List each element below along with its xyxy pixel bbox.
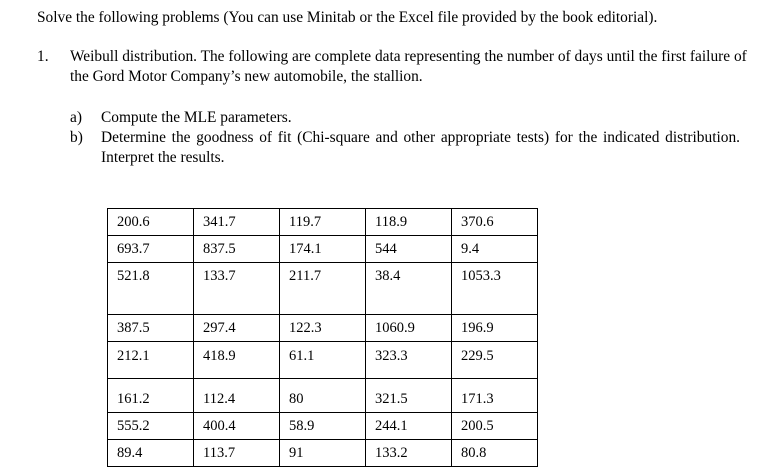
table-cell: 112.4: [194, 379, 280, 413]
table-row: [108, 413, 538, 440]
table-row: [108, 209, 538, 236]
table-cell: 133.2: [366, 440, 452, 467]
table-cell: 80.8: [452, 440, 538, 467]
table-cell: 693.7: [108, 236, 194, 263]
table-cell: 211.7: [280, 263, 366, 315]
problem-statement: Weibull distribution. The following are complete data representing the number of days until the first failure of the Gord Motor Company’s new automobile, the stallion.: [70, 48, 747, 85]
table-cell: 161.2: [108, 379, 194, 413]
table-cell: 229.5: [452, 342, 538, 379]
problem-subitems: [70, 108, 740, 168]
subitem-text: Compute the MLE parameters.: [101, 109, 292, 126]
table-cell: 244.1: [366, 413, 452, 440]
table-cell: 837.5: [194, 236, 280, 263]
table-cell: 323.3: [366, 342, 452, 379]
table-cell: 174.1: [280, 236, 366, 263]
table-row: [108, 379, 538, 413]
subitem-text: Determine the goodness of fit (Chi-square and other appropriate tests) for the indicated distribution. Interpret the results.: [101, 129, 740, 166]
subitem-b: [70, 128, 740, 168]
table-row: [108, 440, 538, 467]
table-cell: 297.4: [194, 315, 280, 342]
table-row: [108, 315, 538, 342]
table-cell: 80: [280, 379, 366, 413]
table-cell: 200.6: [108, 209, 194, 236]
table-cell: 418.9: [194, 342, 280, 379]
table-row: [108, 342, 538, 379]
problem-number: 1.: [37, 48, 49, 65]
table-cell: 61.1: [280, 342, 366, 379]
table-cell: 38.4: [366, 263, 452, 315]
table-cell: 113.7: [194, 440, 280, 467]
failure-days-table: [107, 208, 538, 467]
table-cell: 133.7: [194, 263, 280, 315]
table-cell: 1060.9: [366, 315, 452, 342]
table-cell: 212.1: [108, 342, 194, 379]
table-cell: 544: [366, 236, 452, 263]
table-cell: 89.4: [108, 440, 194, 467]
table-cell: 521.8: [108, 263, 194, 315]
table-cell: 387.5: [108, 315, 194, 342]
table-cell: 91: [280, 440, 366, 467]
table-cell: 58.9: [280, 413, 366, 440]
table-cell: 321.5: [366, 379, 452, 413]
table-cell: 400.4: [194, 413, 280, 440]
table-row: [108, 236, 538, 263]
table-cell: 118.9: [366, 209, 452, 236]
table-row: [108, 263, 538, 315]
table-cell: 370.6: [452, 209, 538, 236]
table-cell: 200.5: [452, 413, 538, 440]
table-cell: 119.7: [280, 209, 366, 236]
table-cell: 1053.3: [452, 263, 538, 315]
instructions-text: Solve the following problems (You can use Minitab or the Excel file provided by the book editorial).: [37, 9, 658, 26]
table-cell: 9.4: [452, 236, 538, 263]
subitem-a: [70, 108, 740, 128]
subitem-letter: b): [70, 129, 83, 146]
table-cell: 341.7: [194, 209, 280, 236]
table-cell: 171.3: [452, 379, 538, 413]
table-cell: 122.3: [280, 315, 366, 342]
table-cell: 196.9: [452, 315, 538, 342]
table-cell: 555.2: [108, 413, 194, 440]
subitem-letter: a): [70, 109, 82, 126]
